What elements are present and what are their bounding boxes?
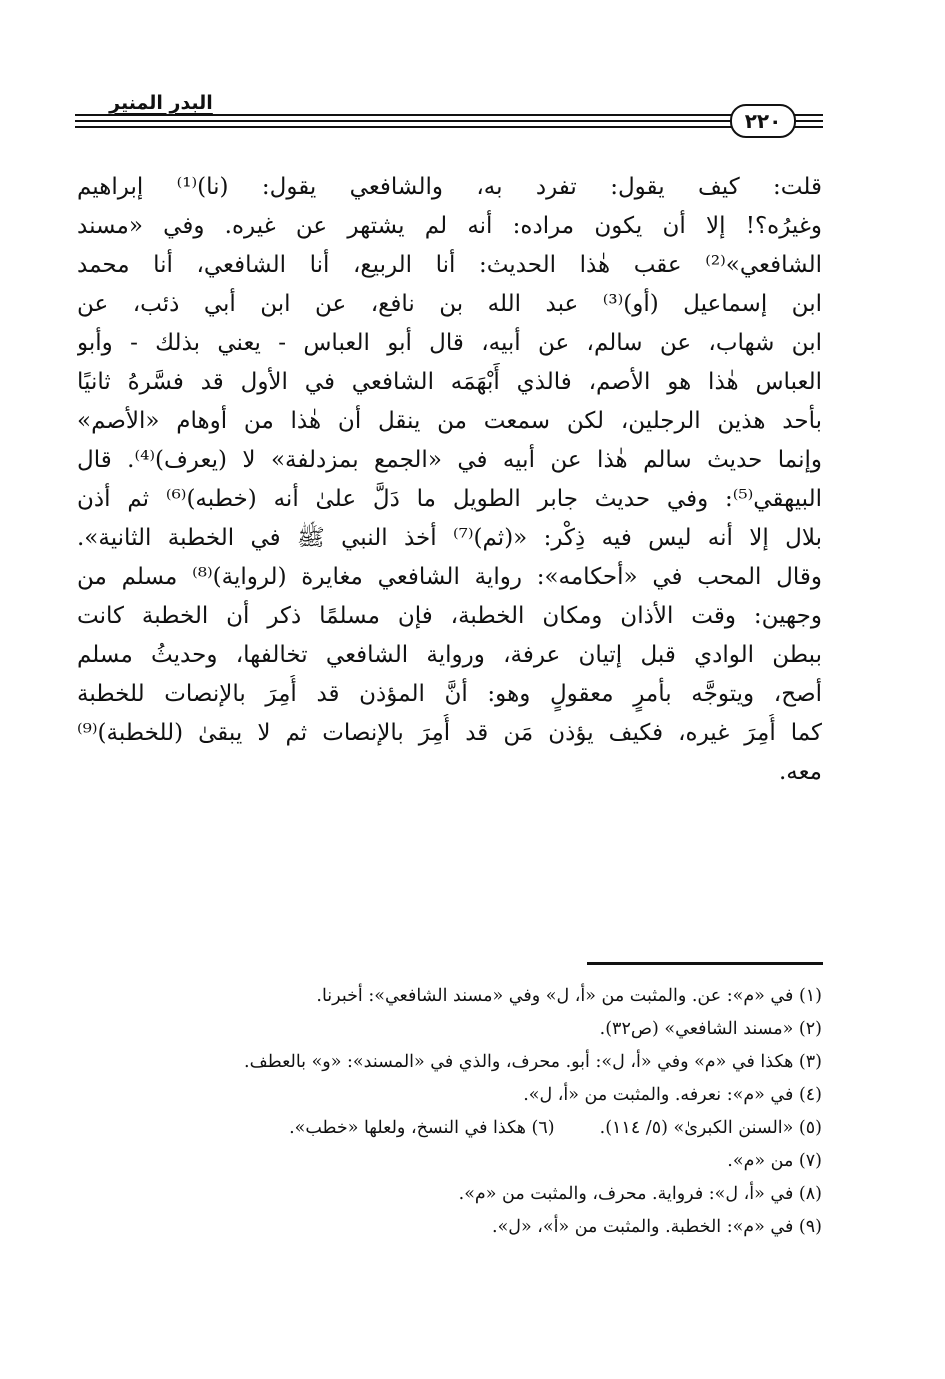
body-line: البيهقي⁽⁵⁾: وفي حديث جابر الطويل ما دَلَّ علىٰ أنه (خطبه)⁽⁶⁾ ثم أذن [77, 486, 822, 512]
footnote-separator [587, 962, 823, 965]
footnote: (١) في «م»: عن. والمثبت من «أ، ل» وفي «مسند الشافعي»: أخبرنا. [316, 986, 822, 1006]
footnote-pair [77, 1112, 822, 1145]
header-rule [75, 126, 745, 128]
footnote: (٤) في «م»: نعرفه. والمثبت من «أ، ل». [523, 1085, 822, 1105]
page-number: ٢٢٠ [730, 104, 796, 138]
body-line: ابن شهاب، عن سالم، عن أبيه، قال أبو العباس - يعني بذلك - وأبو [77, 330, 822, 356]
header-rule [75, 114, 745, 116]
body-line: وقال المحب في «أحكامه»: رواية الشافعي مغايرة (لرواية)⁽⁸⁾ مسلم من [77, 564, 822, 590]
body-text [77, 168, 822, 792]
running-title: البدر المنير [109, 92, 213, 114]
footnote: (٦) هكذا في النسخ، ولعلها «خطب». [289, 1118, 555, 1138]
body-line: وإنما حديث سالم هٰذا عن أبيه في «الجمع بمزدلفة» لا (يعرف)⁽⁴⁾. قال [77, 447, 822, 473]
header-rule [75, 120, 745, 122]
body-line: الشافعي»⁽²⁾ عقب هٰذا الحديث: أنا الربيع، أنا الشافعي، أنا محمد [77, 252, 822, 278]
footnote: (٨) في «أ، ل»: فرواية. محرف، والمثبت من «م». [458, 1184, 822, 1204]
footnote: (٢) «مسند الشافعي» (ص٣٢). [599, 1019, 822, 1039]
body-line: ببطن الوادي قبل إتيان عرفة، ورواية الشافعي تخالفها، وحديثُ مسلم [77, 642, 822, 668]
body-line: بأحد هذين الرجلين، لكن سمعت من ينقل أن هٰذا من أوهام «الأصم» [77, 408, 822, 434]
body-line: العباس هٰذا هو الأصم، فالذي أَبْهَمَه الشافعي في الأول قد فسَّرهُ ثانيًا [77, 369, 822, 395]
body-line: ابن إسماعيل (أو)⁽³⁾ عبد الله بن نافع، عن ابن أبي ذئب، عن [77, 291, 822, 317]
body-line: وغيرُه؟! إلا أن يكون مراده: أنه لم يشتهر عن غيره. وفي «مسند [77, 213, 822, 239]
body-line: بلال إلا أنه ليس فيه ذِكْر: «(ثم)⁽⁷⁾ أخذ النبي ﷺ في الخطبة الثانية». [77, 525, 822, 551]
body-line: كما أُمِرَ غيره، فكيف يؤذن مَن قد أُمِرَ بالإنصات ثم لا يبقىٰ (للخطبة)⁽⁹⁾ [77, 720, 822, 746]
footnotes [77, 980, 822, 1244]
page-header [75, 92, 823, 140]
footnote: (٥) «السنن الكبرىٰ» (٥/ ١١٤). [599, 1118, 822, 1138]
footnote: (٧) من «م». [727, 1151, 822, 1171]
body-line: معه. [778, 759, 822, 785]
body-line: قلت: كيف يقول: تفرد به، والشافعي يقول: (نا)⁽¹⁾ إبراهيم [77, 174, 822, 200]
body-line: وجهين: وقت الأذان ومكان الخطبة، فإن مسلمًا ذكر أن الخطبة كانت [77, 603, 822, 629]
footnote: (٣) هكذا في «م» وفي «أ، ل»: أبو. محرف، والذي في «المسند»: «و» بالعطف. [244, 1052, 822, 1072]
footnote: (٩) في «م»: الخطبة. والمثبت من «أ»، «ل». [492, 1217, 822, 1237]
body-line: أصح، ويتوجَّه بأمرٍ معقولٍ وهو: أنَّ المؤذن قد أُمِرَ بالإنصات للخطبة [77, 681, 822, 707]
